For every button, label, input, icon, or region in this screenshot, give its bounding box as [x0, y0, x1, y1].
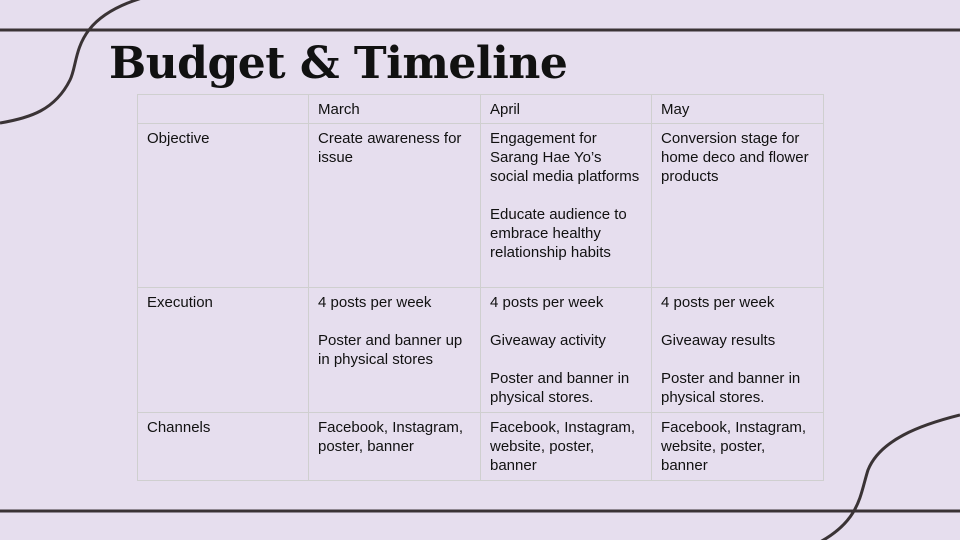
header-cell-march: March	[309, 95, 481, 124]
row-label-execution: Execution	[138, 288, 309, 413]
cell-execution-may	[652, 288, 824, 413]
row-label-channels: Channels	[138, 413, 309, 481]
cell-execution-march	[309, 288, 481, 413]
cell-text: Giveaway results	[661, 332, 776, 349]
table-row-channels	[138, 413, 824, 481]
cell-execution-april	[481, 288, 652, 413]
cell-objective-april	[481, 124, 652, 288]
cell-text: Poster and banner in physical stores.	[661, 370, 801, 406]
header-cell-april: April	[481, 95, 652, 124]
bottom-right-curve	[820, 415, 960, 540]
cell-text: Facebook, Instagram, poster, banner	[318, 419, 464, 455]
cell-objective-march	[309, 124, 481, 288]
header-cell-empty	[138, 95, 309, 124]
cell-text: Facebook, Instagram, website, poster, banner	[490, 419, 636, 474]
cell-text: Engagement for Sarang Hae Yo’s social media platforms	[490, 130, 640, 185]
cell-channels-may	[652, 413, 824, 481]
cell-text: Create awareness for issue	[318, 130, 462, 166]
cell-text: Facebook, Instagram, website, poster, banner	[661, 419, 807, 474]
table-row-execution	[138, 288, 824, 413]
cell-channels-april	[481, 413, 652, 481]
budget-timeline-table	[137, 94, 824, 481]
cell-text: 4 posts per week	[318, 294, 432, 311]
cell-objective-may	[652, 124, 824, 288]
row-label-objective: Objective	[138, 124, 309, 288]
table-row-objective	[138, 124, 824, 288]
slide-title: Budget & Timeline	[109, 38, 568, 89]
cell-text: Conversion stage for home deco and flower products	[661, 130, 809, 185]
cell-text: Poster and banner up in physical stores	[318, 332, 463, 368]
header-cell-may: May	[652, 95, 824, 124]
cell-channels-march	[309, 413, 481, 481]
cell-text: 4 posts per week	[490, 294, 604, 311]
cell-text: 4 posts per week	[661, 294, 775, 311]
cell-text: Educate audience to embrace healthy relationship habits	[490, 206, 627, 261]
table-header-row	[138, 95, 824, 124]
cell-text: Giveaway activity	[490, 332, 606, 349]
cell-text: Poster and banner in physical stores.	[490, 370, 630, 406]
